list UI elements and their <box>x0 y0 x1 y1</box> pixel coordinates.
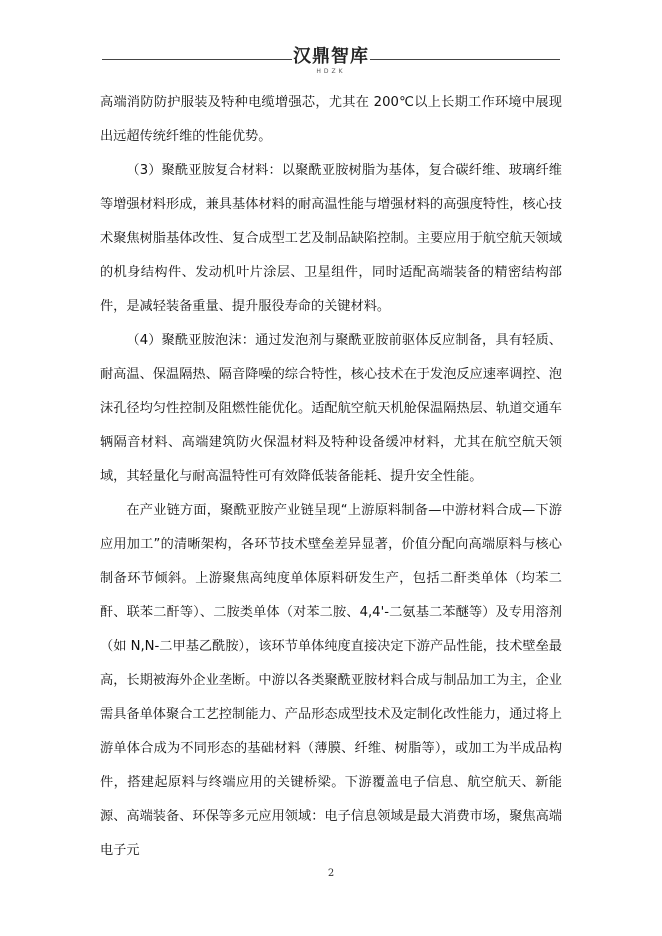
page-header <box>102 46 560 78</box>
paragraph-continuation: 高端消防防护服装及特种电缆增强芯，尤其在 200℃以上长期工作环境中展现出远超传统纤维的性能优势。 <box>100 95 562 144</box>
logo-subtext: HDZK <box>316 68 346 75</box>
paragraph-polyimide-composite: （3）聚酰亚胺复合材料：以聚酰亚胺树脂为基体，复合碳纤维、玻璃纤维等增强材料形成，兼具基体材料的耐高温性能与增强材料的高强度特性，核心技术聚焦树脂基体改性、复合成型工艺及制品缺陷控制。主要应用于航空航天领域的机身结构件、发动机叶片涂层、卫星组件，同时适配高端装备的精密结构部件，是减轻装备重量、提升服役寿命的关键材料。 <box>100 163 562 314</box>
paragraph-polyimide-foam: （4）聚酰亚胺泡沫：通过发泡剂与聚酰亚胺前驱体反应制备，具有轻质、耐高温、保温隔热、隔音降噪的综合特性，核心技术在于发泡反应速率调控、泡沫孔径均匀性控制及阻燃性能优化。适配航空航天机舱保温隔热层、轨道交通车辆隔音材料、高端建筑防火保温材料及特种设备缓冲材料，尤其在航空航天领域，其轻量化与耐高温特性可有效降低装备能耗、提升安全性能。 <box>100 333 562 484</box>
document-body <box>100 86 562 868</box>
page-number: 2 <box>327 868 335 879</box>
header-rule-left <box>102 59 292 60</box>
hdzk-logo <box>292 46 370 76</box>
paragraph-industry-chain: 在产业链方面，聚酰亚胺产业链呈现“上游原料制备—中游材料合成—下游应用加工”的清晰架构，各环节技术壁垒差异显著，价值分配向高端原料与核心制备环节倾斜。上游聚焦高纯度单体原料研发生产，包括二酐类单体（均苯二酐、联苯二酐等）、二胺类单体（对苯二胺、4,4'-二氨基二苯醚等）及专用溶剂（如 N,N-二甲基乙酰胺），该环节单体纯度直接决定下游产品性能，技术壁垒最高，长期被海外企业垄断。中游以各类聚酰亚胺材料合成与制品加工为主，企业需具备单体聚合工艺控制能力、产品形态成型技术及定制化改性能力，通过将上游单体合成为不同形态的基础材料（薄膜、纤维、树脂等），或加工为半成品构件，搭建起原料与终端应用的关键桥梁。下游覆盖电子信息、航空航天、新能源、高端装备、环保等多元应用领域：电子信息领域是最大消费市场，聚焦高端电子元 <box>100 503 562 858</box>
logo-text: 汉鼎智库 <box>293 46 369 67</box>
header-rule-right <box>370 59 560 60</box>
